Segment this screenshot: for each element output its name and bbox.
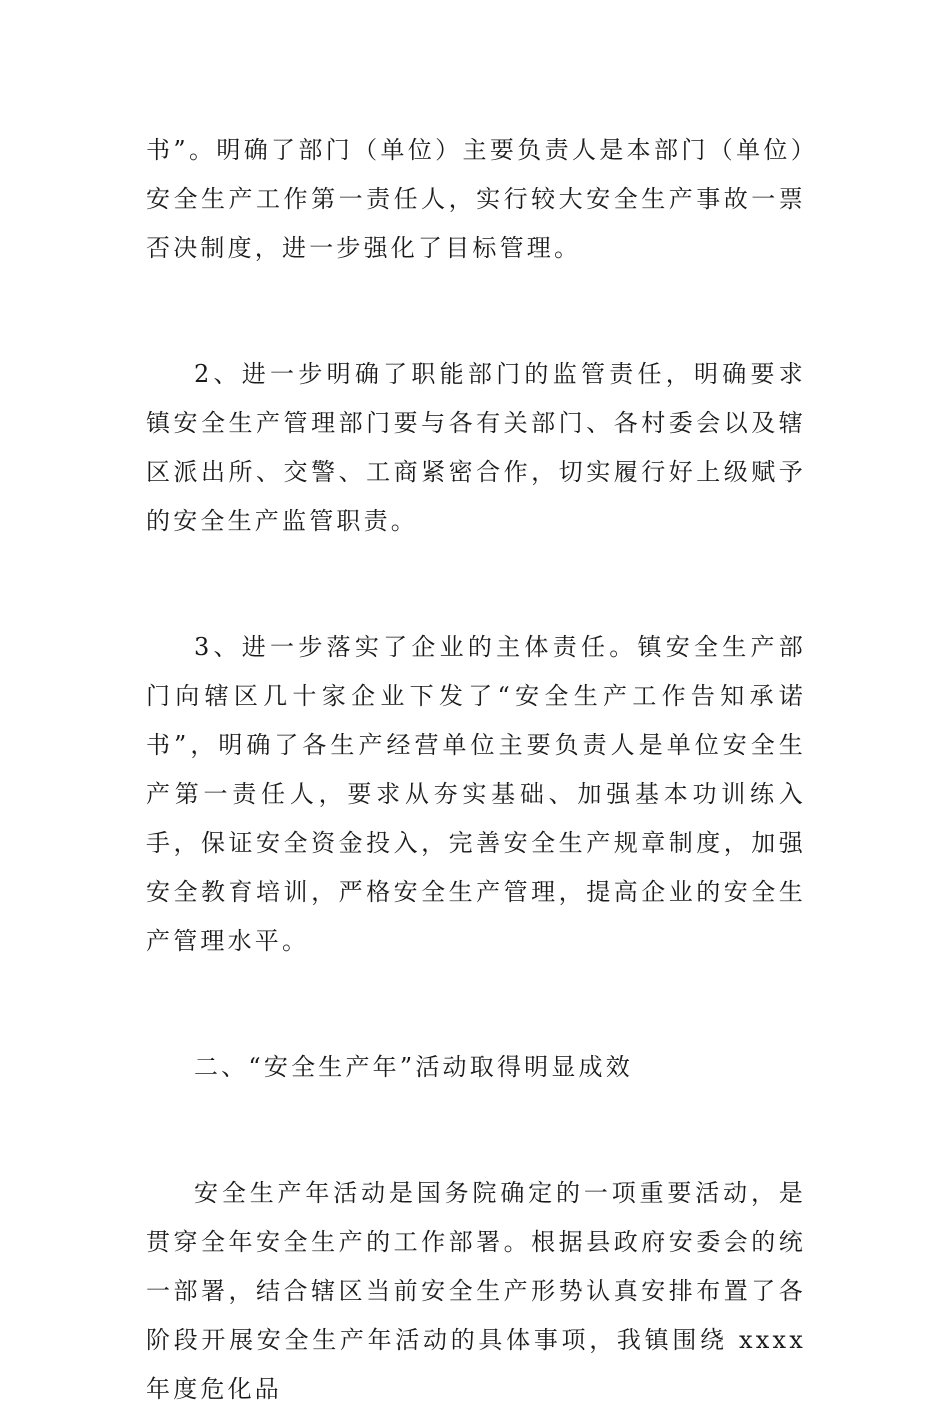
paragraph-continuation: 书”。明确了部门（单位）主要负责人是本部门（单位）安全生产工作第一责任人，实行较大安全生产事故一票否决制度，进一步强化了目标管理。	[146, 136, 806, 262]
section-heading: 二、“安全生产年”活动取得明显成效	[194, 1053, 633, 1081]
paragraph-section-intro: 安全生产年活动是国务院确定的一项重要活动，是贯穿全年安全生产的工作部署。根据县政府安委会的统一部署，结合辖区当前安全生产形势认真安排布置了各阶段开展安全生产年活动的具体事项，我镇围绕 xxxx 年度危化品	[146, 1179, 806, 1403]
paragraph-item-3: 3、进一步落实了企业的主体责任。镇安全生产部门向辖区几十家企业下发了“安全生产工作告知承诺书”，明确了各生产经营单位主要负责人是单位安全生产第一责任人，要求从夯实基础、加强基本功训练入手，保证安全资金投入，完善安全生产规章制度，加强安全教育培训，严格安全生产管理，提高企业的安全生产管理水平。	[146, 633, 806, 955]
document-body	[146, 126, 806, 1414]
paragraph-item-2: 2、进一步明确了职能部门的监管责任，明确要求镇安全生产管理部门要与各有关部门、各村委会以及辖区派出所、交警、工商紧密合作，切实履行好上级赋予的安全生产监管职责。	[146, 360, 806, 535]
